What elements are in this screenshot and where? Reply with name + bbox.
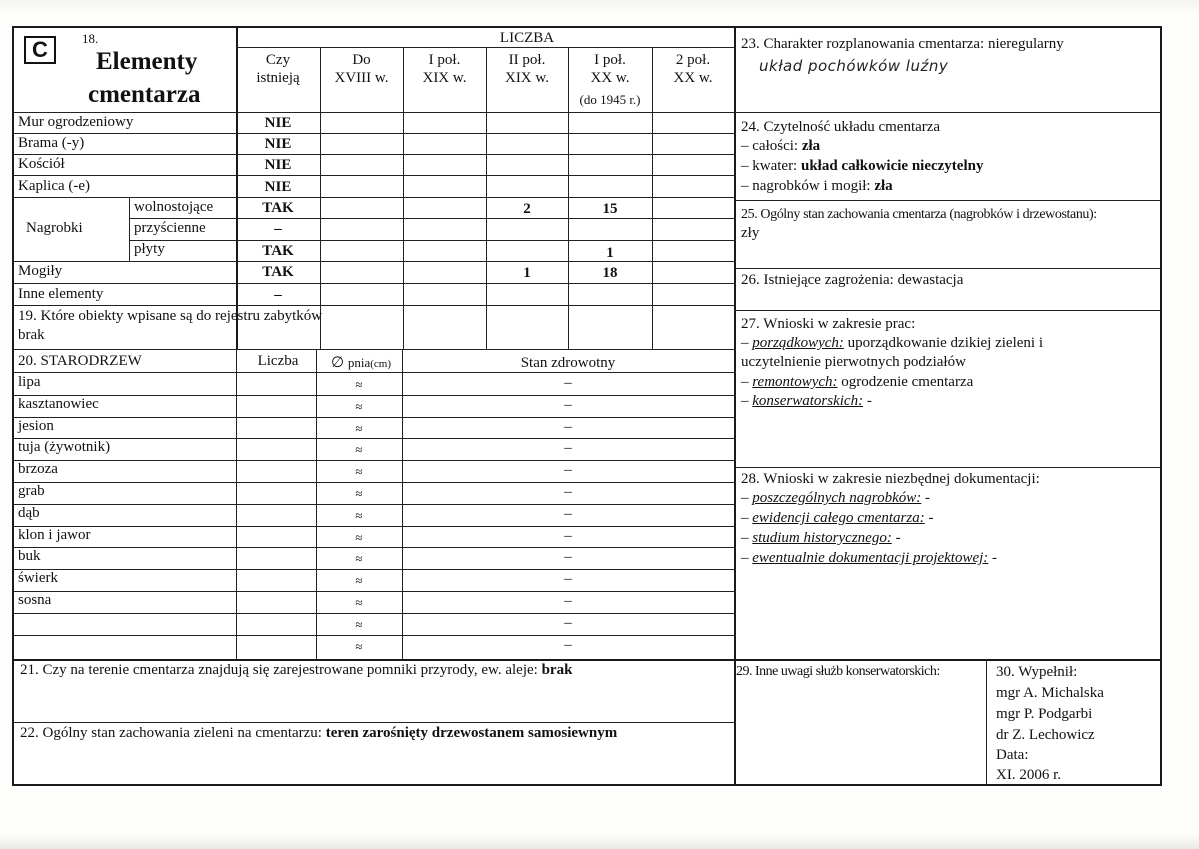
col-czy-header: istnieją [256,70,300,86]
divider [734,112,1160,113]
tree-species: dąb [18,504,40,521]
tree-health: – [564,440,572,457]
divider [986,659,987,784]
q28-line1: – poszczególnych nagrobków: - [741,490,930,506]
q30-date-label: Data: [996,747,1029,763]
tree-species: kasztanowiec [18,395,99,412]
q30-date: XI. 2006 r. [996,767,1061,783]
tree-health: – [564,462,572,479]
tree-health: – [564,375,572,391]
divider [14,591,734,592]
tree-diameter: ≈ [355,398,363,414]
element-label: Brama (-y) [18,135,85,151]
divider [14,722,734,723]
divider [129,218,734,219]
q27-label: 27. Wnioski w zakresie prac: [741,316,916,332]
element-exists: NIE [264,115,292,131]
q24-line3: – nagrobków i mogił: zła [741,178,893,194]
tree-health: – [564,418,572,435]
element-exists: – [274,221,282,237]
divider [734,310,1160,311]
element-exists: NIE [264,136,292,152]
tree-species: klon i jawor [18,526,91,543]
q27-line2: – remontowych: ogrodzenie cmentarza [741,374,974,390]
divider [129,240,734,241]
divider [14,569,734,570]
q23-handwritten: układ pochówków luźny [759,57,949,75]
tree-health: – [564,527,572,544]
divider [734,467,1160,468]
divider [236,47,734,48]
cemetery-form [12,26,1162,786]
tree-diameter: ≈ [355,551,363,567]
tree-health: – [564,505,572,522]
trees-col-stan: Stan zdrowotny [520,355,616,371]
tree-species: świerk [18,570,58,587]
tree-diameter: ≈ [355,595,363,610]
col-i-xx-header: (do 1945 r.) [579,92,641,107]
q24-label: 24. Czytelność układu cmentarza [741,119,941,135]
divider [14,283,734,284]
element-label: Kaplica (-e) [18,178,91,194]
tree-diameter: ≈ [355,486,363,501]
element-exists: TAK [262,264,294,280]
trees-header: 20. STARODRZEW [18,353,142,369]
q30-person2: mgr P. Podgarbi [996,706,1093,722]
trees-col-pnia: ∅ pnia(cm) [331,355,391,371]
tree-species: grab [18,483,45,499]
divider [14,154,734,155]
q30-label: 30. Wypełnił: [996,664,1078,680]
q28-line3: – studium historycznego: - [741,530,901,546]
trees-col-liczba: Liczba [257,353,299,369]
tree-diameter: ≈ [355,638,363,654]
tree-health: – [564,484,572,500]
q24-line2: – kwater: układ całkowicie nieczytelny [741,158,984,174]
q29-label: 29. Inne uwagi służb konserwatorskich: [736,664,940,679]
col-czy-header: Czy [265,52,291,68]
tree-species: buk [18,548,41,565]
form-title-line2: cmentarza [88,81,201,108]
element-label: Mogiły [18,263,63,279]
element-exists: NIE [264,157,292,173]
divider [14,133,734,134]
tree-diameter: ≈ [355,464,363,480]
element-exists: NIE [264,179,292,195]
col-ii-xix-header: II poł. [508,52,546,68]
tree-diameter: ≈ [355,529,363,545]
liczba-header: LICZBA [499,30,555,46]
q30-person3: dr Z. Lechowicz [996,727,1095,743]
element-label: płyty [134,241,165,257]
col-2-xx-header: XX w. [673,70,713,86]
divider [14,547,734,548]
q25-value: zły [741,225,760,241]
tree-health: – [564,549,572,566]
element-exists: TAK [262,243,294,259]
element-label: przyścienne [134,220,206,236]
element-count-ii-xix: 1 [523,265,531,281]
tree-species: lipa [18,374,41,390]
col-i-xix-header: I poł. [428,52,461,68]
q30-person1: mgr A. Michalska [996,685,1104,701]
element-label: Inne elementy [18,286,104,302]
q19-value: brak [18,327,45,343]
col-i-xx-header: XX w. [590,70,630,86]
element-label: wolnostojące [134,199,214,215]
q19-label: 19. Które obiekty wpisane są do rejestru zabytków [18,308,323,324]
q27-line1-cont: uczytelnienie pierwotnych podziałów [741,354,966,370]
q28-line2: – ewidencji całego cmentarza: - [741,510,934,526]
tree-health: – [564,593,572,609]
element-exists: TAK [262,200,294,216]
diameter-icon: ∅ [331,355,345,371]
divider [14,460,734,461]
tree-species: brzoza [18,461,58,478]
element-count-i-xx: 1 [606,245,614,261]
divider [734,200,1160,201]
tree-diameter: ≈ [355,420,363,436]
form-title-line1: Elementy [96,48,198,75]
element-count-i-xx: 18 [602,265,618,281]
section-letter-box: C [24,36,56,64]
col-do-xviii-header: Do [352,52,371,68]
element-label: Kościół [18,156,65,172]
tree-species: jesion [18,417,54,434]
q28-line4: – ewentualnie dokumentacji projektowej: - [741,550,998,566]
divider [14,372,734,373]
divider [14,482,734,483]
col-i-xix-header: XIX w. [422,70,467,86]
col-do-xviii-header: XVIII w. [334,70,389,86]
q26-label: 26. Istniejące zagrożenia: dewastacja [741,272,964,288]
tree-health: – [564,571,572,588]
q23-label: 23. Charakter rozplanowania cmentarza: nieregularny [741,36,1064,52]
q24-line1: – całości: zła [741,138,821,154]
col-ii-xix-header: XIX w. [504,70,550,86]
section-number: 18. [82,31,99,46]
element-count-ii-xix: 2 [523,201,531,217]
tree-diameter: ≈ [355,616,363,632]
divider [14,197,734,198]
divider [734,268,1160,269]
divider [129,197,130,261]
q25-label: 25. Ogólny stan zachowania cmentarza (nagrobków i drzewostanu): [741,207,1097,222]
element-label: Mur ogrodzeniowy [18,114,134,130]
tree-diameter: ≈ [355,573,363,589]
q22: 22. Ogólny stan zachowania zieleni na cmentarzu: teren zarośnięty drzewostanem samosiewnym [20,725,618,741]
divider [14,659,734,661]
tree-diameter: ≈ [355,507,363,523]
q28-label: 28. Wnioski w zakresie niezbędnej dokumentacji: [741,471,1040,487]
q27-line1: – porządkowych: uporządkowanie dzikiej zieleni i [741,335,1043,351]
q21: 21. Czy na terenie cmentarza znajdują się zarejestrowane pomniki przyrody, ew. aleje: brak [20,662,573,678]
tree-health: – [564,636,572,653]
tree-species: tuja (żywotnik) [18,439,111,456]
q27-line3: – konserwatorskich: - [741,393,872,409]
divider [14,349,734,350]
tree-health: – [564,396,572,413]
divider [14,175,734,176]
col-i-xx-header: I poł. [594,52,626,68]
divider [14,438,734,439]
tree-diameter: ≈ [355,377,363,392]
element-exists: – [274,287,282,303]
divider [734,659,1160,661]
element-count-i-xx: 15 [602,201,618,217]
tree-species: sosna [18,592,52,608]
col-2-xx-header: 2 poł. [675,52,711,68]
tree-health: – [564,614,572,631]
nagrobki-label: Nagrobki [26,220,83,236]
divider [14,112,734,113]
divider [14,305,734,306]
tree-diameter: ≈ [355,442,363,458]
